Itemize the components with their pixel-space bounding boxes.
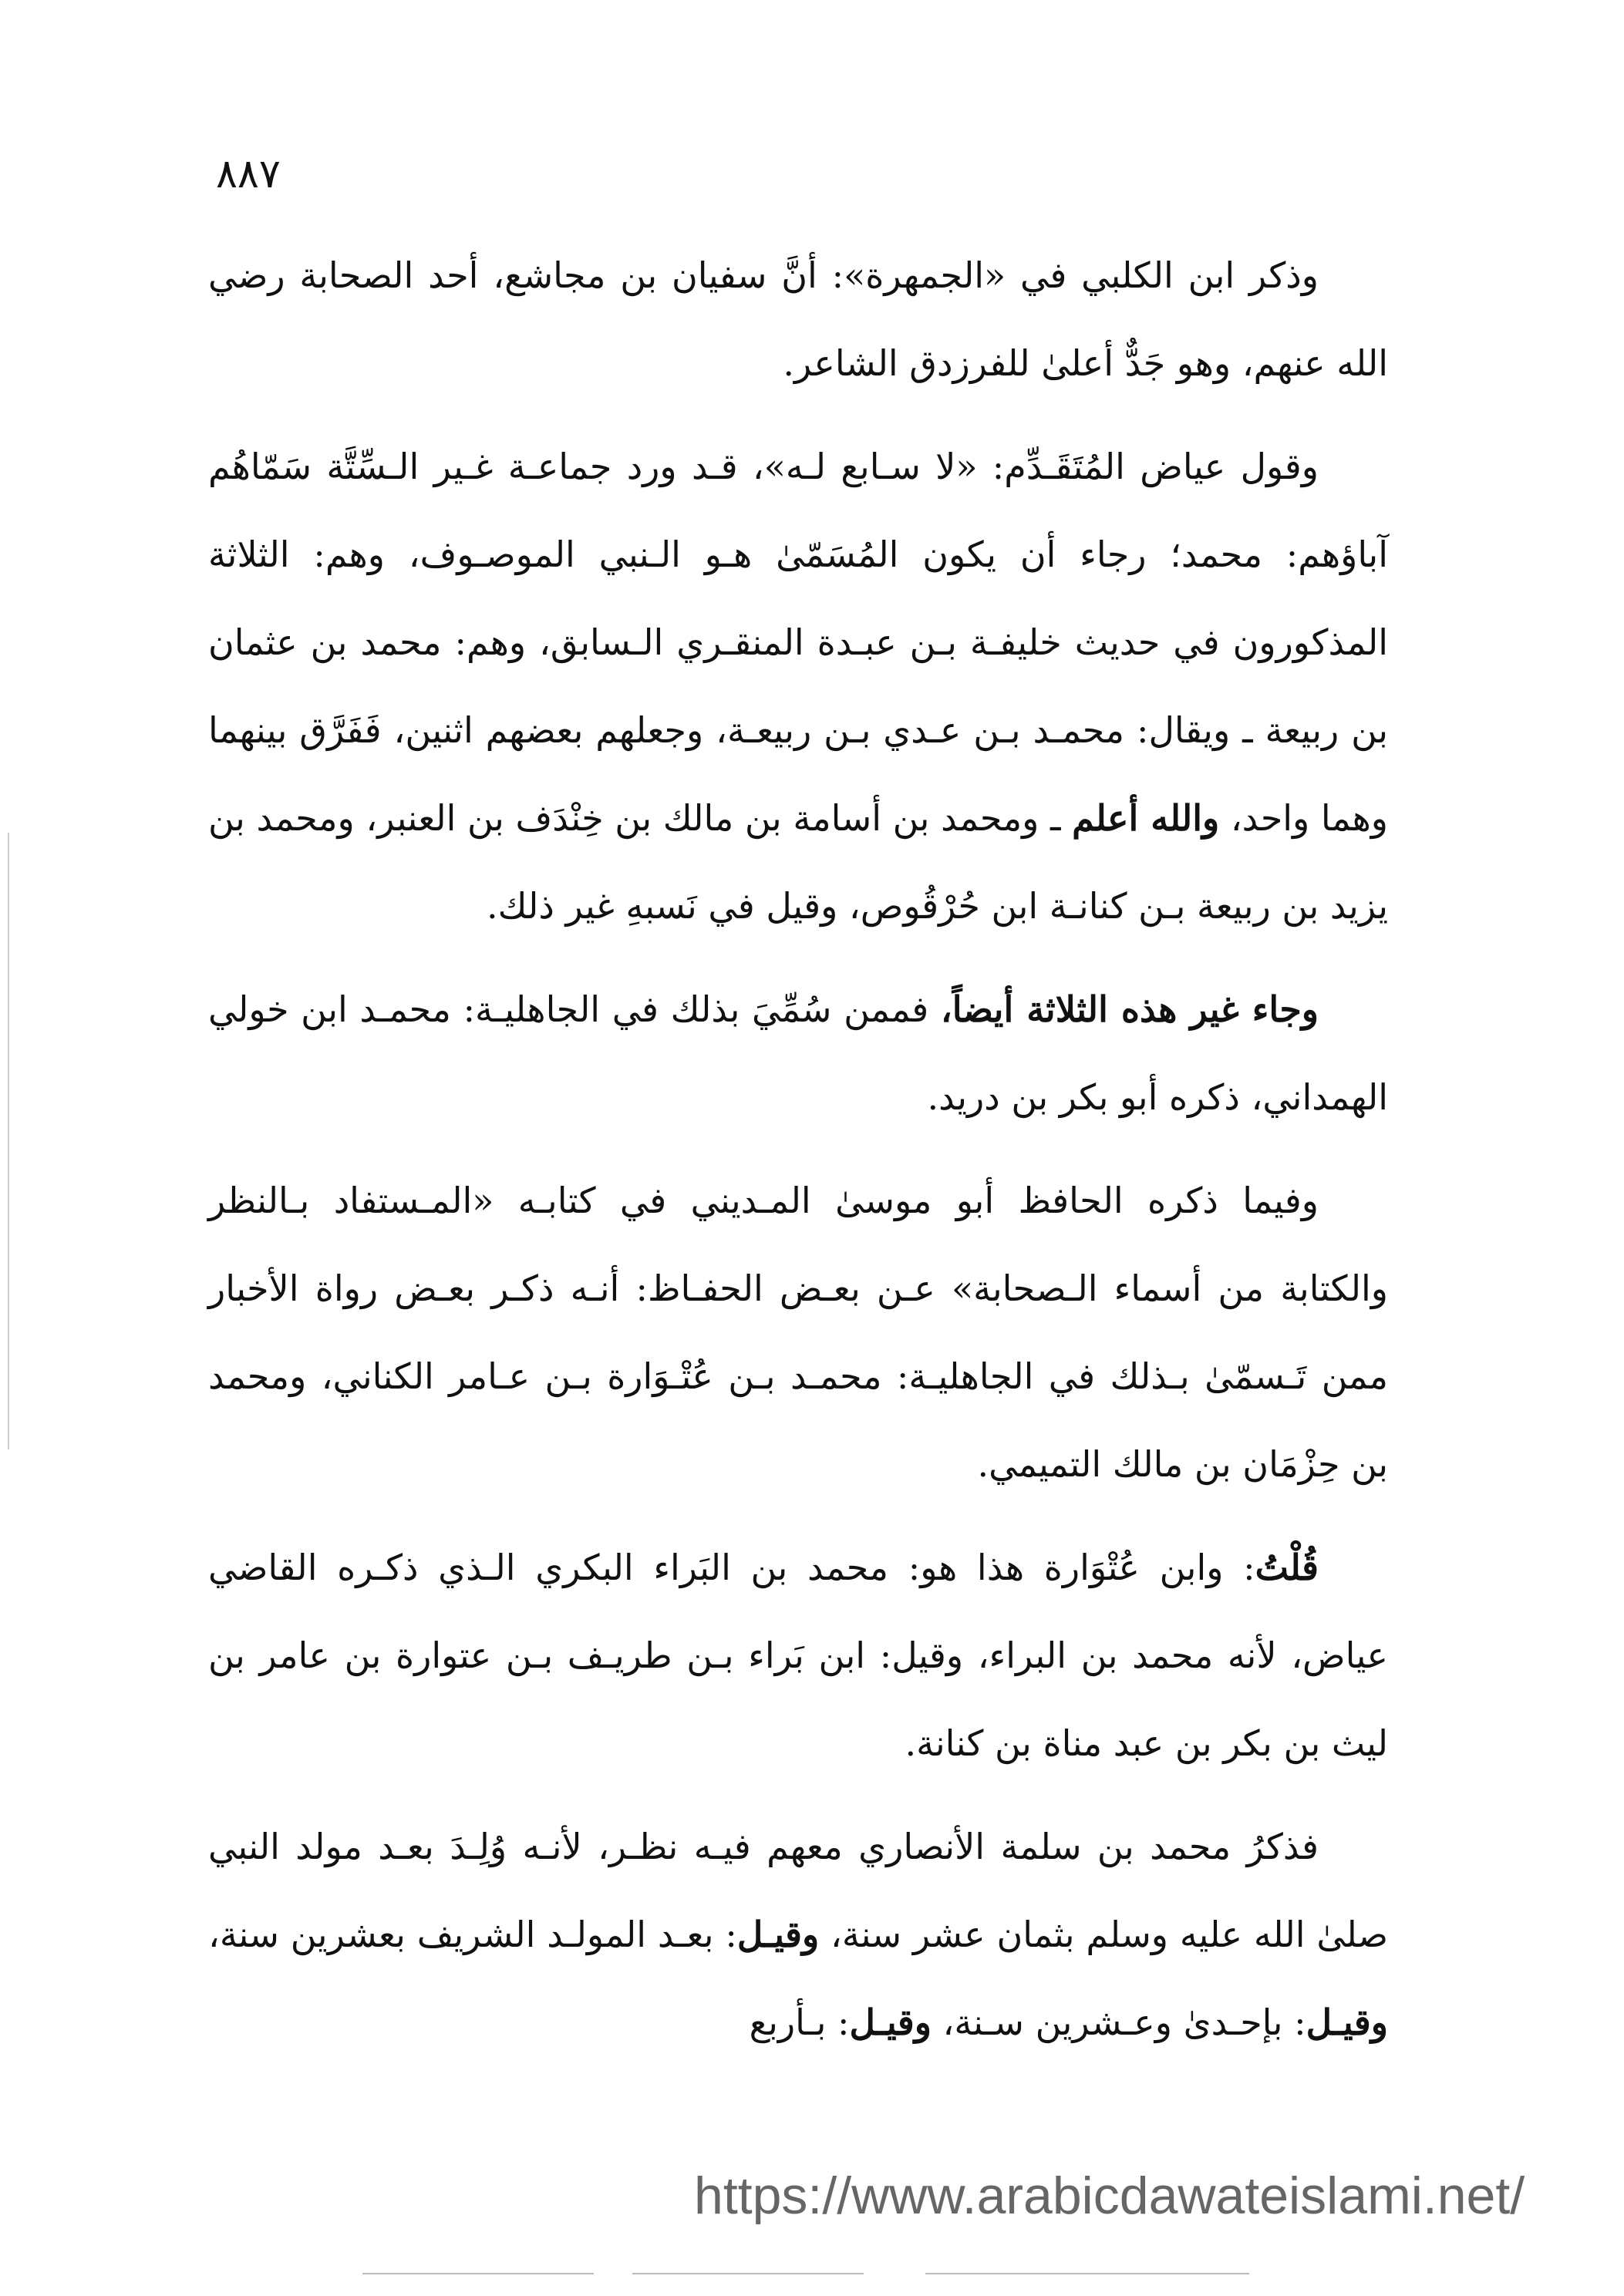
paragraph-4 (208, 1156, 1388, 1508)
text-run: فذكرُ محمد بن سلمة الأنصاري معهم فيـه نظـر، لأنـه وُلِـدَ بعـد مولد النبي صلىٰ الله عليه وسلم بثمان عشر سنة، (208, 1826, 1389, 1955)
bottom-divider (362, 2273, 594, 2274)
text-run: وذكر ابن الكلبي في «الجمهرة»: أنَّ سفيان بن مجاشع، أحد الصحابة رضي الله عنهم، وهو جَدٌّ أعلىٰ للفرزدق الشاعر. (208, 254, 1388, 384)
text-run: : بإحـدىٰ وعـشرين سـنة، (931, 2001, 1306, 2043)
text-run: : وابن عُتْوَارة هذا هو: محمد بن البَراء البكري الـذي ذكـره القاضي عياض، لأنه محمد بن البراء، وقيل: ابن بَراء بـن طريـف بـن عتوارة بن عامر بن ليث بن بكر بن عبد مناة بن كنانة. (208, 1547, 1388, 1764)
watermark-url: https://www.arabicdawateislami.net/ (694, 2166, 1525, 2225)
text-run: ـ ومحمد بن أسامة بن مالك بن خِنْدَف بن العنبر، ومحمد بن يزيد بن ربيعة بـن كنانـة ابن حُرْقُوص، وقيل في نَسبهِ غير ذلك. (208, 797, 1388, 927)
bold-text-run: وقيـل (1306, 2001, 1388, 2043)
paragraph-6 (208, 1803, 1388, 2066)
bold-text-run: وقيـل (736, 1914, 820, 1955)
text-run: : بـأربع (749, 2001, 850, 2043)
text-run: فممن سُمِّيَ بذلك في الجاهليـة: محمـد ابن خولي الهمداني، ذكره أبو بكر بن دريد. (208, 988, 1388, 1118)
left-edge-divider (8, 833, 9, 1449)
bottom-divider (632, 2273, 864, 2274)
body-text (208, 231, 1388, 2082)
bold-text-run: قُلْتُ (1255, 1547, 1319, 1588)
paragraph-1 (208, 231, 1388, 407)
bottom-divider (925, 2273, 1249, 2274)
text-run: : بعـد المولـد الشريف بعشرين سنة، (208, 1914, 737, 1955)
paragraph-5 (208, 1523, 1388, 1787)
page-number: ٨٨٧ (216, 151, 281, 197)
text-run: وقول عياض المُتَقَـدِّم: «لا سـابع لـه»، قـد ورد جماعـة غـير الـسِّتَّة سَمّاهُم آباؤهم: محمد؛ رجاء أن يكون المُسَمّىٰ هـو الـنبي الموصـوف، وهم: الثلاثة المذكورون في حديث خليفـة بـن عبـدة المنقـري الـسابق، وهم: محمد بن عثمان بن ربيعة ـ ويقال: محمـد بـن عـدي بـن ربيعـة، وجعلهم بعضهم اثنين، فَفَرَّق بينهما وهما واحد، (208, 446, 1388, 839)
paragraph-3 (208, 965, 1388, 1141)
bold-text-run: وقيـل (849, 2001, 932, 2043)
bold-text-run: وجاء غير هذه الثلاثة أيضاً، (940, 988, 1319, 1030)
paragraph-2 (208, 423, 1388, 950)
text-run: وفيما ذكره الحافظ أبو موسىٰ المـديني في كتابـه «المـستفاد بـالنظر والكتابة من أسماء الـصحابة» عـن بعـض الحفـاظ: أنـه ذكـر بعـض رواة الأخبار ممن تَـسمّىٰ بـذلك في الجاهليـة: محمـد بـن عُتْـوَارة بـن عـامر الكناني، ومحمد بن حِزْمَان بن مالك التميمي. (208, 1180, 1388, 1485)
bold-text-run: والله أعلم (1072, 797, 1220, 839)
